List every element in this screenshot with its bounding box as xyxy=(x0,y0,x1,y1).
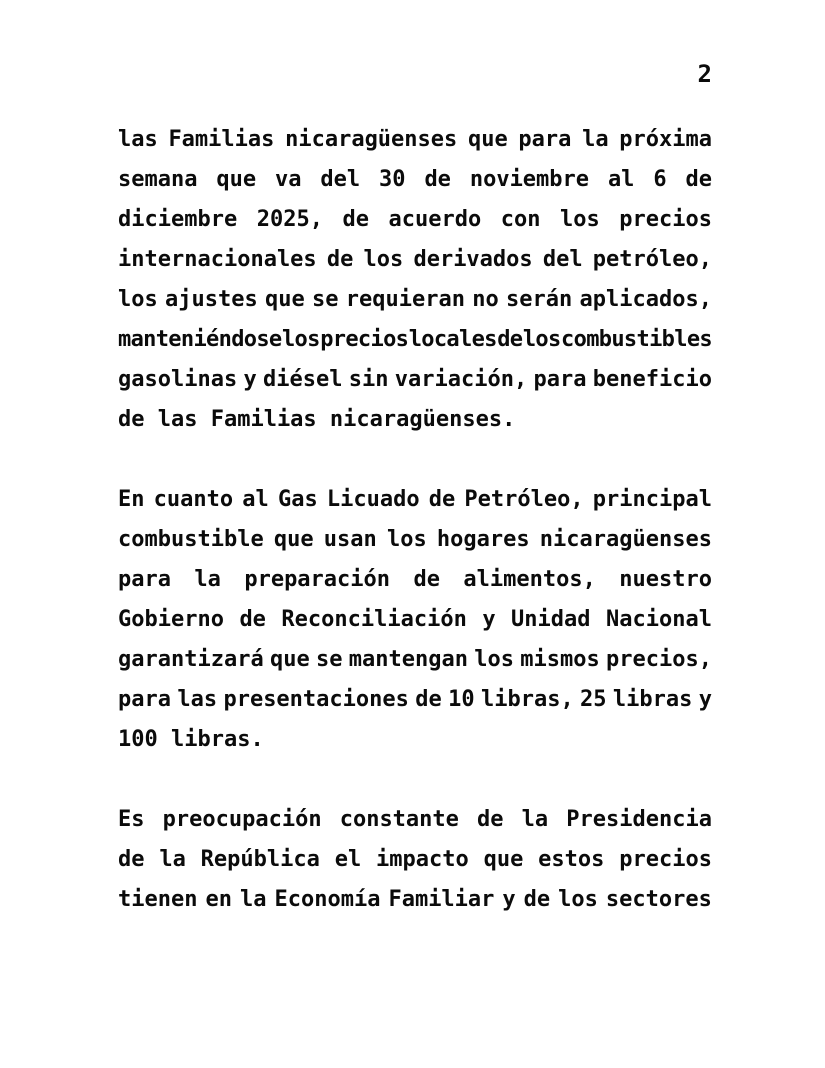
text-line: semana que va del 30 de noviembre al 6 de xyxy=(118,167,712,192)
text-line: combustible que usan los hogares nicaragüenses xyxy=(118,527,712,552)
text-line: Gobierno de Reconciliación y Unidad Nacional xyxy=(118,607,712,632)
text-line: para la preparación de alimentos, nuestro xyxy=(118,567,712,592)
text-line: garantizará que se mantengan los mismos precios, xyxy=(118,647,712,672)
text-line: para las presentaciones de 10 libras, 25 libras y xyxy=(118,687,712,712)
text-line: gasolinas y diésel sin variación, para beneficio xyxy=(118,367,712,392)
text-line: 100 libras. xyxy=(118,727,264,752)
text-line: las Familias nicaragüenses que para la próxima xyxy=(118,127,712,152)
text-line: diciembre 2025, de acuerdo con los precios xyxy=(118,207,712,232)
paragraph-fuel-prices xyxy=(118,120,712,440)
page-number: 2 xyxy=(697,60,712,88)
document-body xyxy=(118,120,712,960)
text-line: de la República el impacto que estos precios xyxy=(118,847,712,872)
text-line: internacionales de los derivados del petróleo, xyxy=(118,247,712,272)
paragraph-lp-gas xyxy=(118,480,712,760)
text-line: manteniéndose los precios locales de los combustibles xyxy=(118,327,712,352)
text-line: Es preocupación constante de la Presidencia xyxy=(118,807,712,832)
text-line: de las Familias nicaragüenses. xyxy=(118,407,516,432)
text-line: En cuanto al Gas Licuado de Petróleo, principal xyxy=(118,487,712,512)
paragraph-presidency-concern xyxy=(118,800,712,920)
text-line: tienen en la Economía Familiar y de los sectores xyxy=(118,887,712,912)
text-line: los ajustes que se requieran no serán aplicados, xyxy=(118,287,712,312)
